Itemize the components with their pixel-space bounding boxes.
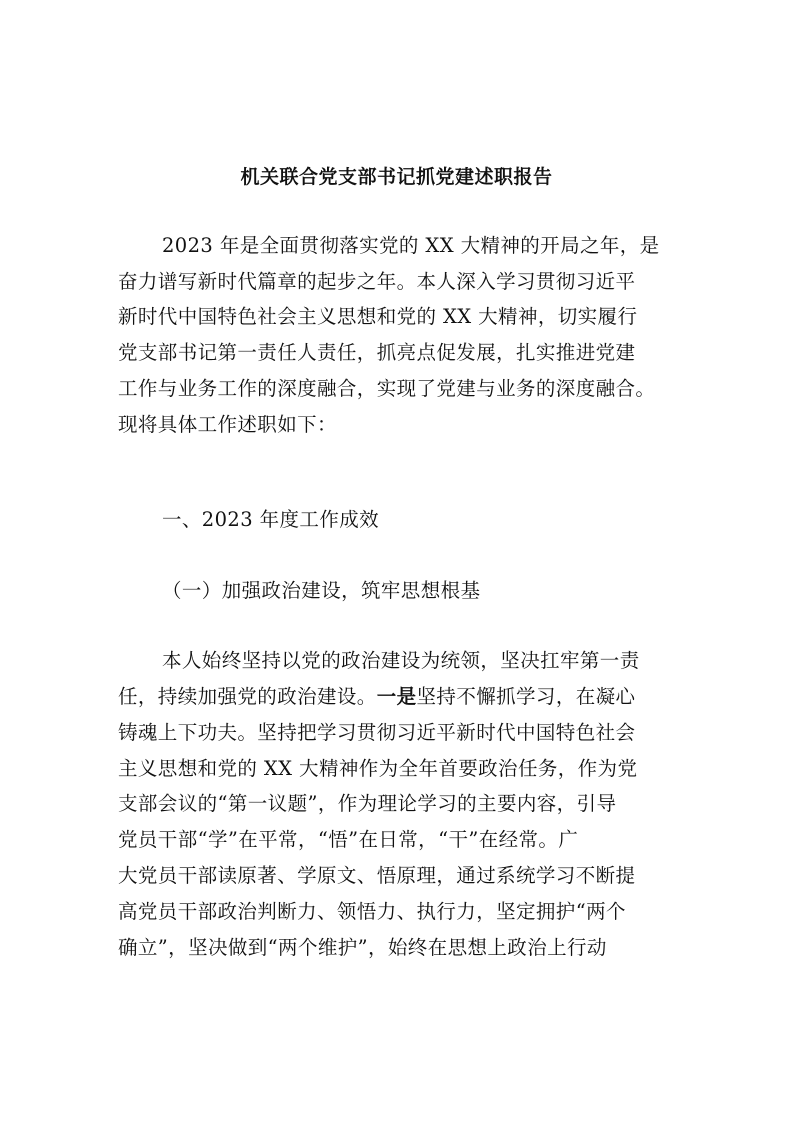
body-line-7: 大党员干部读原著、学原文、悟原理，通过系统学习不断提	[118, 864, 636, 887]
body-line-8: 高党员干部政治判断力、领悟力、执行力，坚定拥护“两个	[118, 900, 626, 923]
body-line-4: 主义思想和党的 XX 大精神作为全年首要政治任务，作为党	[118, 757, 638, 780]
body-line-3: 铸魂上下功夫。坚持把学习贯彻习近平新时代中国特色社会	[118, 721, 636, 744]
intro-line-4: 党支部书记第一责任人责任，抓亮点促发展，扎实推进党建	[118, 341, 636, 364]
emphasis-yi-shi: 一是	[376, 685, 417, 708]
body-line-2-text: 任，持续加强党的政治建设。	[118, 685, 377, 708]
body-line-9: 确立”，坚决做到“两个维护”，始终在思想上政治上行动	[118, 936, 607, 959]
intro-line-5: 工作与业务工作的深度融合，实现了党建与业务的深度融合。	[118, 377, 656, 400]
body-line-5: 支部会议的“第一议题”，作为理论学习的主要内容，引导	[118, 792, 617, 815]
body-line-2	[118, 682, 678, 712]
intro-line-2: 奋力谱写新时代篇章的起步之年。本人深入学习贯彻习近平	[118, 270, 636, 293]
intro-line-3: 新时代中国特色社会主义思想和党的 XX 大精神，切实履行	[118, 305, 638, 328]
intro-line-1: 2023 年是全面贯彻落实党的 XX 大精神的开局之年，是	[162, 234, 660, 257]
body-line-6: 党员干部“学”在平常，“悟”在日常，“干”在经常。广	[118, 828, 579, 851]
body-line-1: 本人始终坚持以党的政治建设为统领，坚决扛牢第一责	[162, 649, 640, 672]
body-line-2-tail: 坚持不懈抓学习，在凝心	[416, 685, 636, 708]
intro-line-6: 现将具体工作述职如下：	[118, 413, 337, 436]
subsection-heading: （一）加强政治建设，筑牢思想根基	[162, 579, 481, 602]
document-title: 机关联合党支部书记抓党建述职报告	[240, 166, 553, 188]
section-heading: 一、2023 年度工作成效	[162, 508, 380, 531]
